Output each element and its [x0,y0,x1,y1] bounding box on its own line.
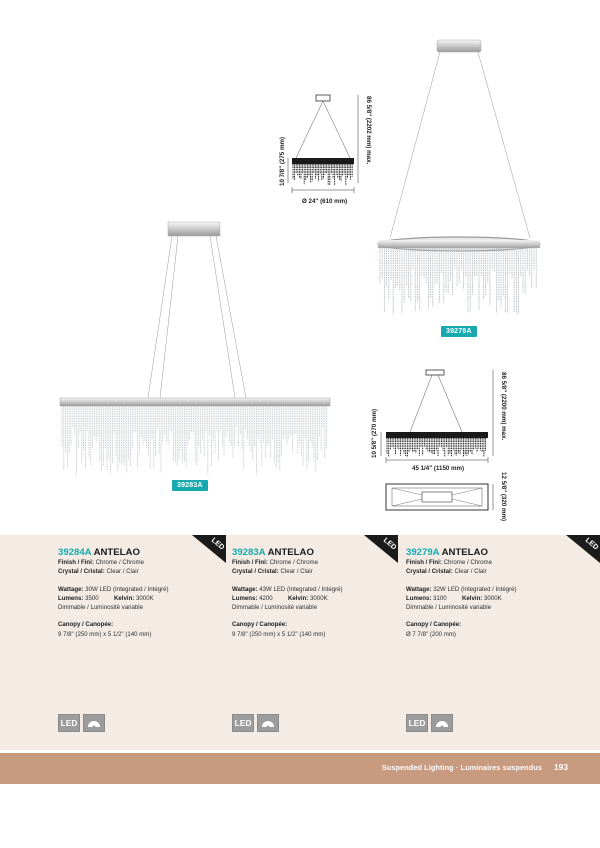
canopy-label: Canopy / Canopée: [58,621,114,629]
feature-icons [58,714,105,732]
product-name: ANTELAO [441,547,488,558]
dimmable-line: Dimmable / Luminosité variable [58,604,144,612]
finish-line: Finish / Fini: Chrome / Chrome [406,559,493,566]
top-width-label: Ø 24" (610 mm) [302,198,348,205]
canopy-label: Canopy / Canopée: [232,621,288,629]
dimmer-icon [83,714,105,732]
crystal-line: Crystal / Cristal: Clear / Clair [406,568,487,576]
product-name: ANTELAO [267,547,314,558]
product-title [406,547,576,558]
canopy-label: Canopy / Canopée: [406,621,462,629]
feature-icons [232,714,279,732]
led-icon: LED [232,714,254,732]
page-footer [0,753,600,784]
product-name: ANTELAO [93,547,140,558]
led-corner-badge: LED [560,535,600,563]
crystal-line: Crystal / Cristal: Clear / Clair [232,568,313,576]
canopy-value: 9 7/8" (250 mm) x 5 1/2" (140 mm) [58,630,152,638]
finish-line: Finish / Fini: Chrome / Chrome [58,559,145,566]
led-corner-badge: LED [358,535,398,563]
product-code: 39284A [58,547,92,558]
bottom-width-label: 45 1/4" (1150 mm) [412,465,465,472]
canopy-value: Ø 7 7/8" (200 mm) [406,630,456,638]
top-height-label: 10 7/8" (275 mm) [279,136,286,186]
round-dimension-drawing [288,95,358,193]
dimmable-line: Dimmable / Luminosité variable [232,604,318,612]
dimmer-icon [431,714,453,732]
linear-chandelier-image [60,222,330,475]
wattage-line: Wattage: 30W LED (Integrated / Intégré) [58,585,169,593]
specifications-band [0,535,600,750]
round-chandelier-image [378,40,540,314]
led-icon: LED [406,714,428,732]
wattage-line: Wattage: 32W LED (Integrated / Intégré) [406,585,517,593]
product-spec-2 [406,547,576,639]
bottom-drop-label: 86 5/8" (2200 mm) max. [500,372,507,441]
wattage-line: Wattage: 43W LED (Integrated / Intégré) [232,585,343,593]
product-code: 39283A [232,547,266,558]
canopy-value: 9 7/8" (250 mm) x 5 1/2" (140 mm) [232,630,326,638]
led-corner-badge: LED [186,535,226,563]
dimmer-icon [257,714,279,732]
feature-icons [406,714,453,732]
page-number: 193 [554,762,568,772]
dimmable-line: Dimmable / Luminosité variable [406,604,492,612]
footer-category: Suspended Lighting · Luminaires suspendus [381,763,542,772]
top-drop-label: 86 5/8" (2202 mm) max. [365,96,372,165]
tag-round-product: 39279A [441,326,477,337]
linear-dimension-drawing [381,370,493,510]
led-icon: LED [58,714,80,732]
tag-linear-product: 39283A [172,480,208,491]
lumens-kelvin-line: Lumens: 3100 Kelvin: 3000K [406,594,502,602]
lumens-kelvin-line: Lumens: 3500 Kelvin: 3000K [58,594,154,602]
bottom-height-label: 10 5/8" (270 mm) [371,408,378,458]
product-code: 39279A [406,547,440,558]
crystal-line: Crystal / Cristal: Clear / Clair [58,568,139,576]
lumens-kelvin-line: Lumens: 4200 Kelvin: 3000K [232,594,328,602]
bottom-depth-label: 12 5/8" (320 mm) [500,472,507,522]
finish-line: Finish / Fini: Chrome / Chrome [232,559,319,566]
